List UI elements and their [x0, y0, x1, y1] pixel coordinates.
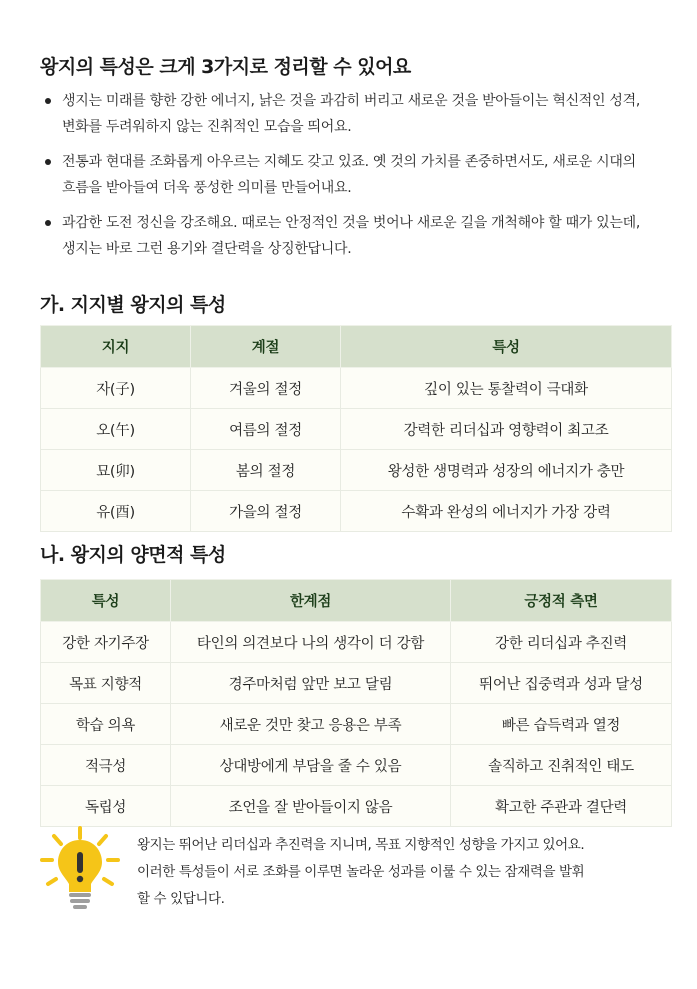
tip-line: 할 수 있답니다.: [137, 891, 225, 907]
tip-line: 이러한 특성들이 서로 조화를 이루면 놀라운 성과를 이룰 수 있는 잠재력을 발휘: [137, 864, 585, 880]
table-cell: 강한 자기주장: [41, 622, 171, 663]
table-row: [41, 663, 672, 704]
table-cell: 유(酉): [41, 491, 191, 532]
bullet-item: 전통과 현대를 조화롭게 아우르는 지혜도 갖고 있죠. 옛 것의 가치를 존중하면서도, 새로운 시대의 흐름을 받아들여 더욱 풍성한 의미를 만들어내요.: [40, 149, 650, 201]
table-header-row: [41, 326, 672, 368]
table-cell: 여름의 절정: [191, 409, 341, 450]
table-cell: 깊이 있는 통찰력이 극대화: [341, 368, 672, 409]
table-cell: 자(子): [41, 368, 191, 409]
table-row: [41, 409, 672, 450]
bullet-item: 생지는 미래를 향한 강한 에너지, 낡은 것을 과감히 버리고 새로운 것을 받아들이는 혁신적인 성격, 변화를 두려워하지 않는 진취적인 모습을 띄어요.: [40, 88, 650, 140]
table-row: [41, 622, 672, 663]
table-header-row: [41, 580, 672, 622]
section-b-title: 나. 왕지의 양면적 특성: [40, 544, 226, 566]
table-cell: 오(午): [41, 409, 191, 450]
table-row: [41, 368, 672, 409]
table-cell: 적극성: [41, 745, 171, 786]
table-cell: 강한 리더십과 추진력: [451, 622, 672, 663]
header-cell: 한계점: [171, 580, 451, 622]
table-cell: 조언을 잘 받아들이지 않음: [171, 786, 451, 827]
table-cell: 경주마처럼 앞만 보고 달림: [171, 663, 451, 704]
table-cell: 솔직하고 진취적인 태도: [451, 745, 672, 786]
table-cell: 가을의 절정: [191, 491, 341, 532]
table-row: [41, 786, 672, 827]
table-cell: 묘(卯): [41, 450, 191, 491]
table-cell: 뛰어난 집중력과 성과 달성: [451, 663, 672, 704]
header-cell: 특성: [341, 326, 672, 368]
intro-title: 왕지의 특성은 크게 3가지로 정리할 수 있어요: [40, 56, 411, 78]
table-cell: 타인의 의견보다 나의 생각이 더 강함: [171, 622, 451, 663]
table-cell: 빠른 습득력과 열정: [451, 704, 672, 745]
table-cell: 겨울의 절정: [191, 368, 341, 409]
table-cell: 왕성한 생명력과 성장의 에너지가 충만: [341, 450, 672, 491]
section-a-title: 가. 지지별 왕지의 특성: [40, 294, 226, 316]
header-cell: 지지: [41, 326, 191, 368]
table-row: [41, 491, 672, 532]
jiji-traits-table: [40, 325, 672, 532]
dual-traits-table: [40, 579, 672, 827]
tip-box: [40, 826, 672, 916]
table-cell: 목표 지향적: [41, 663, 171, 704]
header-cell: 특성: [41, 580, 171, 622]
tip-text: [137, 832, 657, 913]
table-cell: 상대방에게 부담을 줄 수 있음: [171, 745, 451, 786]
bullet-item: 과감한 도전 정신을 강조해요. 때로는 안정적인 것을 벗어나 새로운 길을 개척해야 할 때가 있는데, 생지는 바로 그런 용기와 결단력을 상징한답니다.: [40, 210, 650, 262]
table-row: [41, 704, 672, 745]
table-cell: 수확과 완성의 에너지가 가장 강력: [341, 491, 672, 532]
table-row: [41, 450, 672, 491]
header-cell: 계절: [191, 326, 341, 368]
table-cell: 독립성: [41, 786, 171, 827]
lightbulb-icon: [40, 826, 120, 912]
table-cell: 학습 의욕: [41, 704, 171, 745]
table-cell: 강력한 리더십과 영향력이 최고조: [341, 409, 672, 450]
header-cell: 긍정적 측면: [451, 580, 672, 622]
table-row: [41, 745, 672, 786]
intro-bullet-list: [40, 88, 650, 271]
table-cell: 확고한 주관과 결단력: [451, 786, 672, 827]
tip-line: 왕지는 뛰어난 리더십과 추진력을 지니며, 목표 지향적인 성향을 가지고 있어요.: [137, 837, 585, 853]
table-cell: 봄의 절정: [191, 450, 341, 491]
table-cell: 새로운 것만 찾고 응용은 부족: [171, 704, 451, 745]
